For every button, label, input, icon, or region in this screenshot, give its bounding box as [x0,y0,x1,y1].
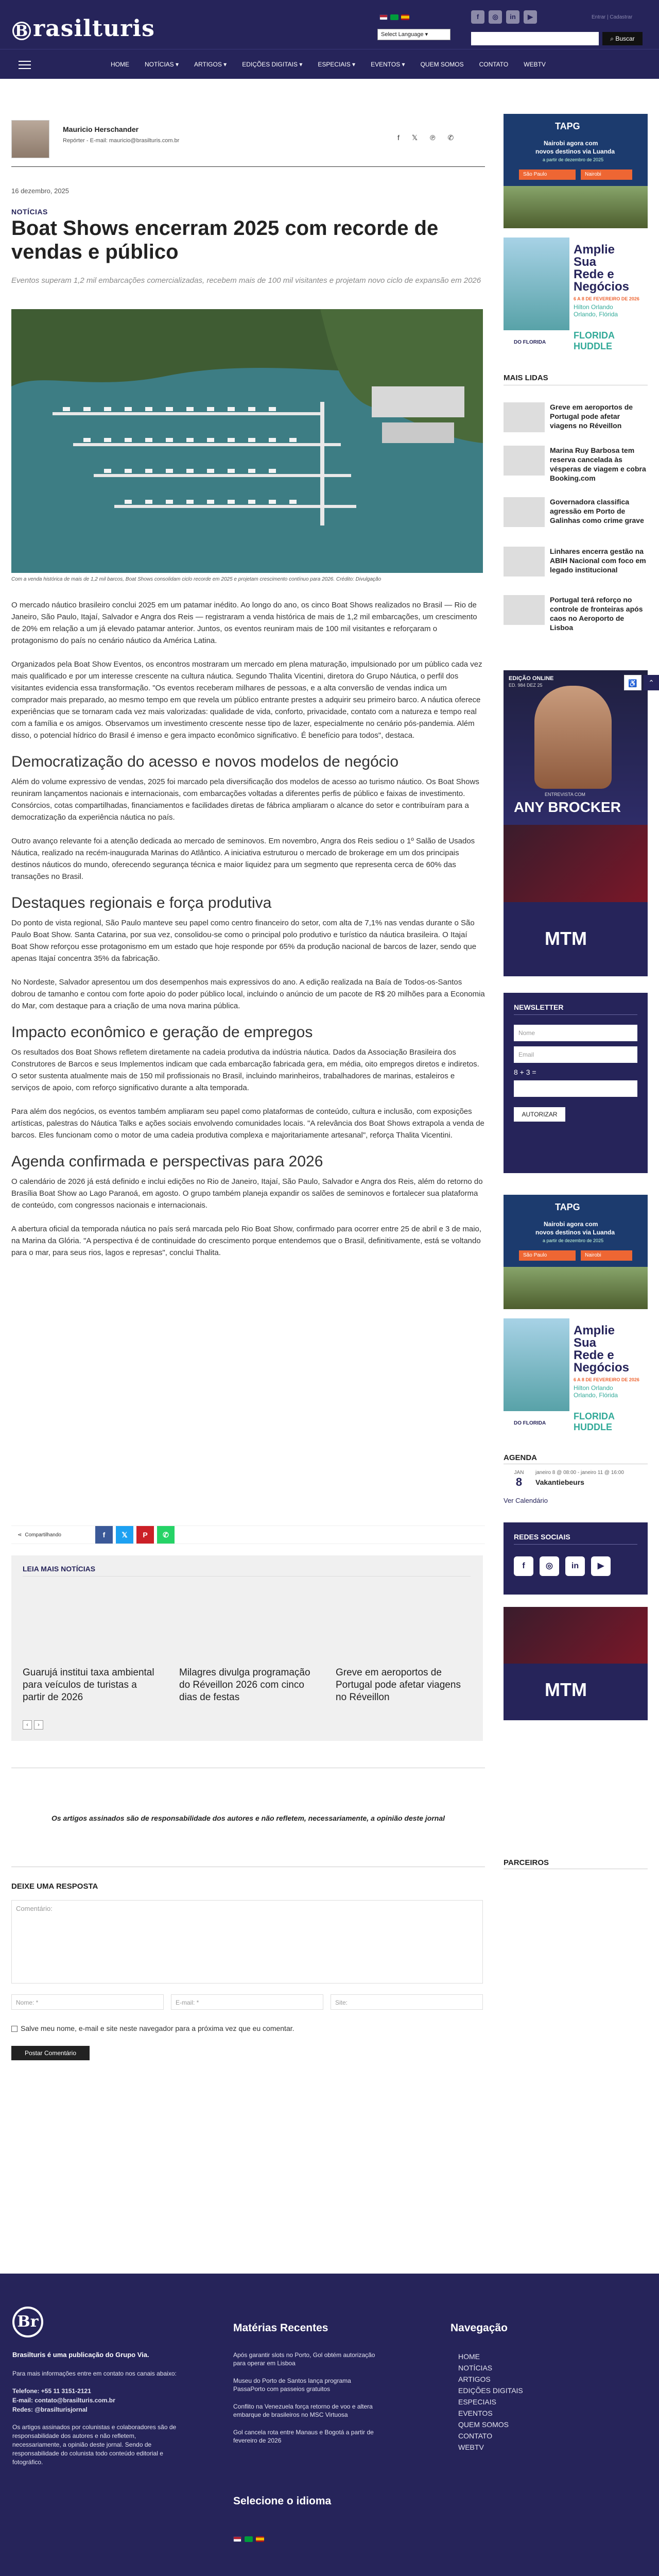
whatsapp-share-button[interactable]: ✆ [157,1526,175,1544]
most-read-item[interactable]: Greve em aeroportos de Portugal pode afetar viagens no Réveillon [550,403,633,430]
ad-text: Amplie [574,243,615,257]
paragraph: Outro avanço relevante foi a atenção dedicada ao mercado de seminovos. Em novembro, Angra dos Reis sediou o 1º Salão de Usados Náutica, realizado na recém-inaugurada Marinas do Atlântico. A iniciativa estruturou o mercado de brokerage em um dos principais destinos náuticos do mundo, oferecendo segurança técnica e maior liquidez para um segmento que representa cerca de 60% das transações no Brasil. [11,837,475,881]
pinterest-share-button[interactable]: P [136,1526,154,1544]
footer [0,2274,659,2576]
paragraph: Organizados pela Boat Show Eventos, os encontros mostraram um mercado em plena maturação, impulsionado por um público cada vez mais qualificado e por um interesse crescente na cultura náutica. Segundo Thalita Vicentini, diretora do Grupo Náutica, o perfil dos visitantes evidencia essa transformação. "Os eventos receberam milhares de pessoas, e a alta conversão de vendas indica um comprador mais preparado, ao mesmo tempo em que revela um público entrante prestes a adquirir seu primeiro barco. A náutica oferece experiências que se tornaram cada vez mais valorizadas: qualidade de vida, conforto, privacidade, contato com a natureza e tempo real com a família e os amigos. Observamos um investimento crescente nesse tipo de lazer, especialmente no cenário pós-pandemia. Além disso, o potencial hídrico do Brasil é imenso e gera impacto econômico significativo. É benefício para todos", destaca. [11,660,482,740]
agenda-month: JAN [514,1470,524,1476]
marina-photo [11,309,483,573]
nav-contato[interactable]: CONTATO [479,61,509,68]
ad-photo [504,1318,569,1411]
accessibility-icon[interactable]: ♿ [624,675,641,690]
next-page-button[interactable]: › [34,1720,43,1730]
ad-text: Sua [574,1336,597,1350]
nav-quem-somos[interactable]: QUEM SOMOS [420,61,464,68]
nav-edicoes[interactable]: EDIÇÕES DIGITAIS ▾ [242,61,303,68]
site-logo[interactable]: B rasilturis [12,15,155,42]
youtube-icon[interactable]: ▶ [524,10,537,24]
ad-banner-tag[interactable] [504,1195,648,1309]
newsletter-title: NEWSLETTER [514,1003,564,1011]
post-comment-button[interactable]: Postar Comentário [11,2046,90,2060]
instagram-icon[interactable]: ◎ [489,10,502,24]
thumbnail[interactable] [504,595,545,625]
related-pager [23,1720,43,1730]
section-heading: Agenda confirmada e perspectivas para 2026 [11,1153,323,1170]
disclaimer: Os artigos assinados são de responsabilidade dos autores e não refletem, necessariamente, a opinião deste jornal [51,1814,445,1822]
most-read-item[interactable]: Portugal terá reforço no controle de fronteiras após caos no Aeroporto de Lisboa [550,596,643,632]
captcha-input[interactable] [514,1080,637,1097]
flag-es-icon[interactable] [256,2536,264,2542]
related-item[interactable]: Milagres divulga programação do Réveillon 2026 com cinco dias de festas [179,1667,310,1703]
page-title: Boat Shows encerram 2025 com recorde de vendas e público [11,217,439,263]
ad-brand: TAPG [555,121,580,131]
ad-text: a partir de dezembro de 2025 [543,1238,604,1243]
newsletter-box [504,993,648,1173]
footer-phone: Telefone: +55 11 3151-2121 [12,2387,91,2395]
footer-nav-item[interactable]: QUEM SOMOS [458,2420,509,2429]
search-button[interactable]: ⌕ Buscar [602,32,643,45]
footer-text: Para mais informações entre em contato nos canais abaixo: [12,2370,177,2377]
article-date: 16 dezembro, 2025 [11,187,70,195]
paragraph: Os resultados dos Boat Shows refletem diretamente na cadeia produtiva da indústria náutica. Dados da Associação Brasileira dos Construtores de Barcos e seus Implementos indicam que cada embarcação fabricada gera, em média, oito empregos diretos e indiretos. O setor sustenta atualmente mais de 150 mil profissionais no Brasil, incluindo marinheiros, trabalhadores de marinas, estaleiros e serviços de apoio, com reforço significativo durante a alta temporada. [11,1048,479,1092]
footer-nav-item[interactable]: NOTÍCIAS [458,2364,493,2372]
redes-title: REDES SOCIAIS [514,1533,570,1541]
ad-text: Nairobi agora com [544,140,598,147]
facebook-share-button[interactable]: f [95,1526,113,1544]
ad-banner-huddle[interactable] [504,1318,648,1438]
ad-text: Negócios [574,280,630,294]
checkbox-icon[interactable] [11,2026,18,2032]
agenda-range: janeiro 8 @ 08:00 - janeiro 11 @ 16:00 [535,1470,624,1476]
author-role: Repórter - E-mail: mauricio@brasilturis.com.br [63,138,180,144]
hero-image [11,309,483,573]
flag-es-icon[interactable] [401,14,409,20]
divider [514,1544,637,1545]
top-header [0,0,659,49]
section-heading: Democratização do acesso e novos modelos de negócio [11,753,399,770]
flag-br-icon[interactable] [245,2536,253,2542]
related-item[interactable]: Guarujá institui taxa ambiental para veículos de turistas a partir de 2026 [23,1667,154,1703]
most-read-item[interactable]: Governadora classifica agressão em Porto de Galinhas como crime grave [550,498,644,524]
main-content [0,79,659,2274]
agenda-day: 8 [515,1476,523,1488]
ad-text: Hilton Orlando Orlando, Flórida [574,1384,618,1399]
comment-textarea[interactable]: Comentário: [11,1900,483,1984]
ad-text: novos destinos via Luanda [535,148,615,155]
nav-noticias[interactable]: NOTÍCIAS ▾ [145,61,179,68]
agenda-event[interactable]: Vakantiebeurs [535,1478,584,1486]
ad-text: novos destinos via Luanda [535,1229,615,1236]
footer-legal: Os artigos assinados por colunistas e colaboradores são de responsabilidade dos autores e não refletem, necessariamente, a opinião deste jornal. Sendo de responsabilidade do colunista todo conteúdo editorial e fotográfico. [12,2424,177,2466]
menu-icon[interactable] [19,61,31,69]
divider [23,1576,471,1577]
footer-article-link[interactable]: Gol cancela rota entre Manaus e Bogotá a partir de fevereiro de 2026 [233,2429,374,2444]
footer-logo[interactable]: Br [12,2307,43,2337]
share-top [397,133,454,142]
ad-text: Rede e [574,267,614,281]
site-field[interactable]: Site: [331,1994,483,2010]
ad-city: Nairobi [581,170,632,180]
ad-text: MTM [545,1679,587,1700]
footer-redes[interactable]: Redes: @brasilturisjornal [12,2406,88,2413]
nav-eventos[interactable]: EVENTOS ▾ [371,61,405,68]
ad-text: Negócios [574,1361,630,1375]
ad-brand: TAPG [555,1202,580,1212]
ad-text: ENTREVISTA COM [545,792,585,797]
footer-nav-item[interactable]: ESPECIAIS [458,2398,496,2406]
thumbnail[interactable] [504,446,545,476]
language-select[interactable]: Select Language ▾ [377,29,450,40]
ad-text: EDIÇÃO ONLINE [509,675,554,682]
pinterest-share-icon[interactable]: ℗ [430,133,436,142]
author-name[interactable]: Mauricio Herschander [63,125,139,133]
reply-title: DEIXE UMA RESPOSTA [11,1882,98,1891]
ad-bg [504,825,648,902]
thumbnail[interactable] [504,497,545,527]
avatar [11,120,49,158]
footer-nav-item[interactable]: CONTATO [458,2432,493,2440]
footer-article-link[interactable]: Conflito na Venezuela força retorno de voo e altera embarque de brasileiros no MSC Virtuosa [233,2403,373,2418]
language-flags [379,14,409,20]
ad-banner-tag[interactable] [504,114,648,228]
article-subtitle: Eventos superam 1,2 mil embarcações comercializadas, recebem mais de 100 mil visitantes e projetam novo ciclo de expansão em 2026 [11,276,481,285]
ad-text: 6 A 8 DE FEVEREIRO DE 2026 [574,1377,639,1382]
flag-us-icon[interactable] [233,2536,241,2542]
agenda-title: AGENDA [504,1453,537,1462]
ad-photo [504,238,569,330]
youtube-icon[interactable]: ▶ [591,1556,611,1576]
ad-text: Hilton Orlando Orlando, Flórida [574,303,618,318]
paragraph: O calendário de 2026 já está definido e inclui edições no Rio de Janeiro, Itajaí, São Paulo, Salvador e Angra dos Reis, além do retorno do Brasília Boat Show ao Lago Paranoá, em agosto. O grupo também planeja expandir os salões de seminovos e fortalecer sua plataforma de conteúdo, com congressos nacionais e internacionais. [11,1177,483,1210]
nav-artigos[interactable]: ARTIGOS ▾ [194,61,227,68]
ad-text: ANY BROCKER [514,799,621,815]
ad-brand: FLORIDA HUDDLE [574,1411,615,1432]
whatsapp-share-icon[interactable]: ✆ [447,133,454,142]
footer-nav-item[interactable]: ARTIGOS [458,2375,491,2383]
nav-items [103,49,553,79]
newsletter-name-input[interactable]: Nome [514,1025,637,1041]
ad-text: Nairobi agora com [544,1221,598,1228]
nav-especiais[interactable]: ESPECIAIS ▾ [318,61,356,68]
twitter-share-button[interactable]: 𝕏 [116,1526,133,1544]
captcha-label: 8 + 3 = [514,1068,536,1076]
main-nav [0,49,659,79]
ad-text: Sua [574,255,597,269]
ad-photo [504,1267,648,1309]
header-social [471,10,537,24]
ad-text: ED. 984 DEZ 25 [509,683,543,688]
instagram-icon[interactable]: ◎ [540,1556,559,1576]
footer-idioma-title: Selecione o idioma [233,2495,332,2507]
thumbnail[interactable] [504,402,545,432]
search-input[interactable] [471,32,599,45]
avatar [534,686,612,789]
authorize-button[interactable]: AUTORIZAR [514,1107,565,1122]
prev-page-button[interactable]: ‹ [23,1720,32,1730]
linkedin-icon[interactable]: in [506,10,519,24]
ad-banner-mtm[interactable] [504,1607,648,1720]
most-read-item[interactable]: Linhares encerra gestão na ABIH Nacional com foco em legado institucional [550,547,646,574]
footer-article-link[interactable]: Museu do Porto de Santos lança programa PassaPorto com passeios gratuitos [233,2377,351,2393]
scroll-top-button[interactable]: ⌃ [644,675,659,690]
flag-br-icon[interactable] [390,14,398,20]
share-label: Compartilhando [25,1532,61,1538]
related-news [11,1555,483,1741]
flag-us-icon[interactable] [379,14,388,20]
email-field[interactable]: E-mail: * [171,1994,323,2010]
related-item[interactable]: Greve em aeroportos de Portugal pode afetar viagens no Réveillon [336,1667,461,1703]
ad-city: São Paulo [519,1250,576,1261]
article-body [11,599,485,1270]
divider [11,166,485,167]
mais-lidas-title: MAIS LIDAS [504,374,548,382]
article-category[interactable]: NOTÍCIAS [11,208,48,216]
section-heading: Impacto econômico e geração de empregos [11,1024,313,1041]
image-caption: Com a venda histórica de mais de 1,2 mil barcos, Boat Shows consolidam ciclo recorde em 2025 e projetam crescimento contínuo para 2026. Crédito: Divulgação [11,577,381,582]
footer-article-link[interactable]: Após garantir slots no Porto, Gol obtém autorização para operar em Lisboa [233,2351,375,2367]
footer-nav-item[interactable]: EVENTOS [458,2409,493,2417]
newsletter-email-input[interactable]: Email [514,1046,637,1063]
thumbnail[interactable] [504,547,545,577]
login-links[interactable]: Entrar | Cadastrar [592,14,633,20]
ad-brand: FLORIDA HUDDLE [574,330,615,351]
divider [514,1014,637,1015]
footer-nav-item[interactable]: EDIÇÕES DIGITAIS [458,2386,523,2395]
paragraph: A abertura oficial da temporada náutica no país será marcada pelo Rio Boat Show, confirmado para ocorrer entre 25 de abril e 3 de maio, na Marina da Glória. "A perspectiva é de continuidade do crescimento porque entendemos que o Brasil, definitivamente, está se voltando para o mar, para seus rios, lagos e represas", conclui Thalita. [11,1225,482,1257]
paragraph: Do ponto de vista regional, São Paulo manteve seu papel como centro financeiro do setor, com alta de 7,1% nas vendas durante o São Paulo Boat Show. Santa Catarina, por sua vez, consolidou-se como o principal polo produtivo e turístico da náutica brasileira. O Itajaí Boat Show reforçou esse protagonismo em um estado que hoje responde por 65% da produção nacional de barcos de lazer, sendo que apenas Itajaí concentra 35% da fabricação. [11,919,477,963]
ad-city: Nairobi [581,1250,632,1261]
section-heading: Destaques regionais e força produtiva [11,894,272,911]
ad-text: Rede e [574,1348,614,1362]
share-bottom [11,1526,485,1544]
related-title: LEIA MAIS NOTÍCIAS [23,1565,96,1573]
paragraph: Além do volume expressivo de vendas, 2025 foi marcado pela diversificação dos modelos de acesso ao turismo náutico. Os Boat Shows reuniram lançamentos nacionais e internacionais, com embarcações voltadas a diferentes perfis de público e faixas de investimento. Consórcios, cotas compartilhadas, financiamentos e facilidades diretas de fábrica ampliaram o alcance do setor e contribuíram para a democratização da experiência náutica no país. [11,777,479,822]
author-box [11,120,485,161]
ad-banner-edition[interactable] [504,670,648,976]
social-box [504,1522,648,1595]
footer-flags [233,2536,264,2542]
x-share-icon[interactable]: 𝕏 [411,133,418,142]
calendar-link[interactable]: Ver Calendário [504,1497,548,1504]
footer-nav-item[interactable]: HOME [458,2352,480,2361]
agenda-date [504,1470,534,1489]
facebook-icon[interactable]: f [514,1556,533,1576]
ad-text: 6 A 8 DE FEVEREIRO DE 2026 [574,296,639,301]
footer-email[interactable]: E-mail: contato@brasilturis.com.br [12,2397,115,2404]
social-icons [514,1556,611,1576]
ad-text: a partir de dezembro de 2025 [543,157,604,162]
share-icon: ⋖ [18,1532,22,1538]
ad-text: Amplie [574,1324,615,1337]
footer-nav-title: Navegação [450,2322,508,2334]
footer-nav-item[interactable]: WEBTV [458,2443,484,2451]
ad-bg [504,1607,648,1664]
ad-text: DO FLORIDA [514,340,546,345]
parceiros-title: PARCEIROS [504,1858,549,1867]
facebook-icon[interactable]: f [471,10,484,24]
footer-desc: Brasilturis é uma publicação do Grupo Via. [12,2351,149,2359]
save-info-checkbox[interactable]: Salve meu nome, e-mail e site neste navegador para a próxima vez que eu comentar. [11,2024,294,2032]
facebook-share-icon[interactable]: f [397,133,400,142]
paragraph: O mercado náutico brasileiro conclui 2025 em um patamar inédito. Ao longo do ano, os cinco Boat Shows realizados no Brasil — Rio de Janeiro, São Paulo, Itajaí, Salvador e Angra dos Reis — registraram a venda histórica de mais de 1,2 mil embarcações, um crescimento de 20% em relação a um já elevado patamar anterior. Juntos, os eventos reuniram mais de 100 mil visitantes e reforçaram o protagonismo do país no cenário náutico da América Latina. [11,601,477,645]
nav-webtv[interactable]: WEBTV [524,61,546,68]
name-field[interactable]: Nome: * [11,1994,164,2010]
nav-home[interactable]: HOME [111,61,129,68]
ad-text: MTM [545,928,587,949]
ad-banner-huddle[interactable] [504,238,648,357]
paragraph: Para além dos negócios, os eventos também ampliaram seu papel como plataformas de conteúdo, cultura e inclusão, com exposições artísticas, palestras do Náutica Talks e ações sociais envolvendo comunidades locais. "A relevância dos Boat Shows extrapola a venda de barcos. Eles funcionam como o motor de uma cadeia produtiva complexa e majoritariamente artesanal", reforça Thalita Vicentini. [11,1107,484,1140]
ad-text: DO FLORIDA [514,1420,546,1426]
most-read-item[interactable]: Marina Ruy Barbosa tem reserva cancelada às vésperas de viagem e cobra Booking.com [550,446,646,482]
ad-photo [504,186,648,228]
linkedin-icon[interactable]: in [565,1556,585,1576]
paragraph: No Nordeste, Salvador apresentou um dos desempenhos mais expressivos do ano. A edição realizada na Baía de Todos-os-Santos dobrou de tamanho e contou com forte apoio do poder público local, incluindo o anúncio de um pacote de R$ 20 milhões para a Economia do Mar, com destaque para a criação de uma nova marina pública. [11,978,485,1010]
ad-city: São Paulo [519,170,576,180]
footer-materias-title: Matérias Recentes [233,2322,328,2334]
